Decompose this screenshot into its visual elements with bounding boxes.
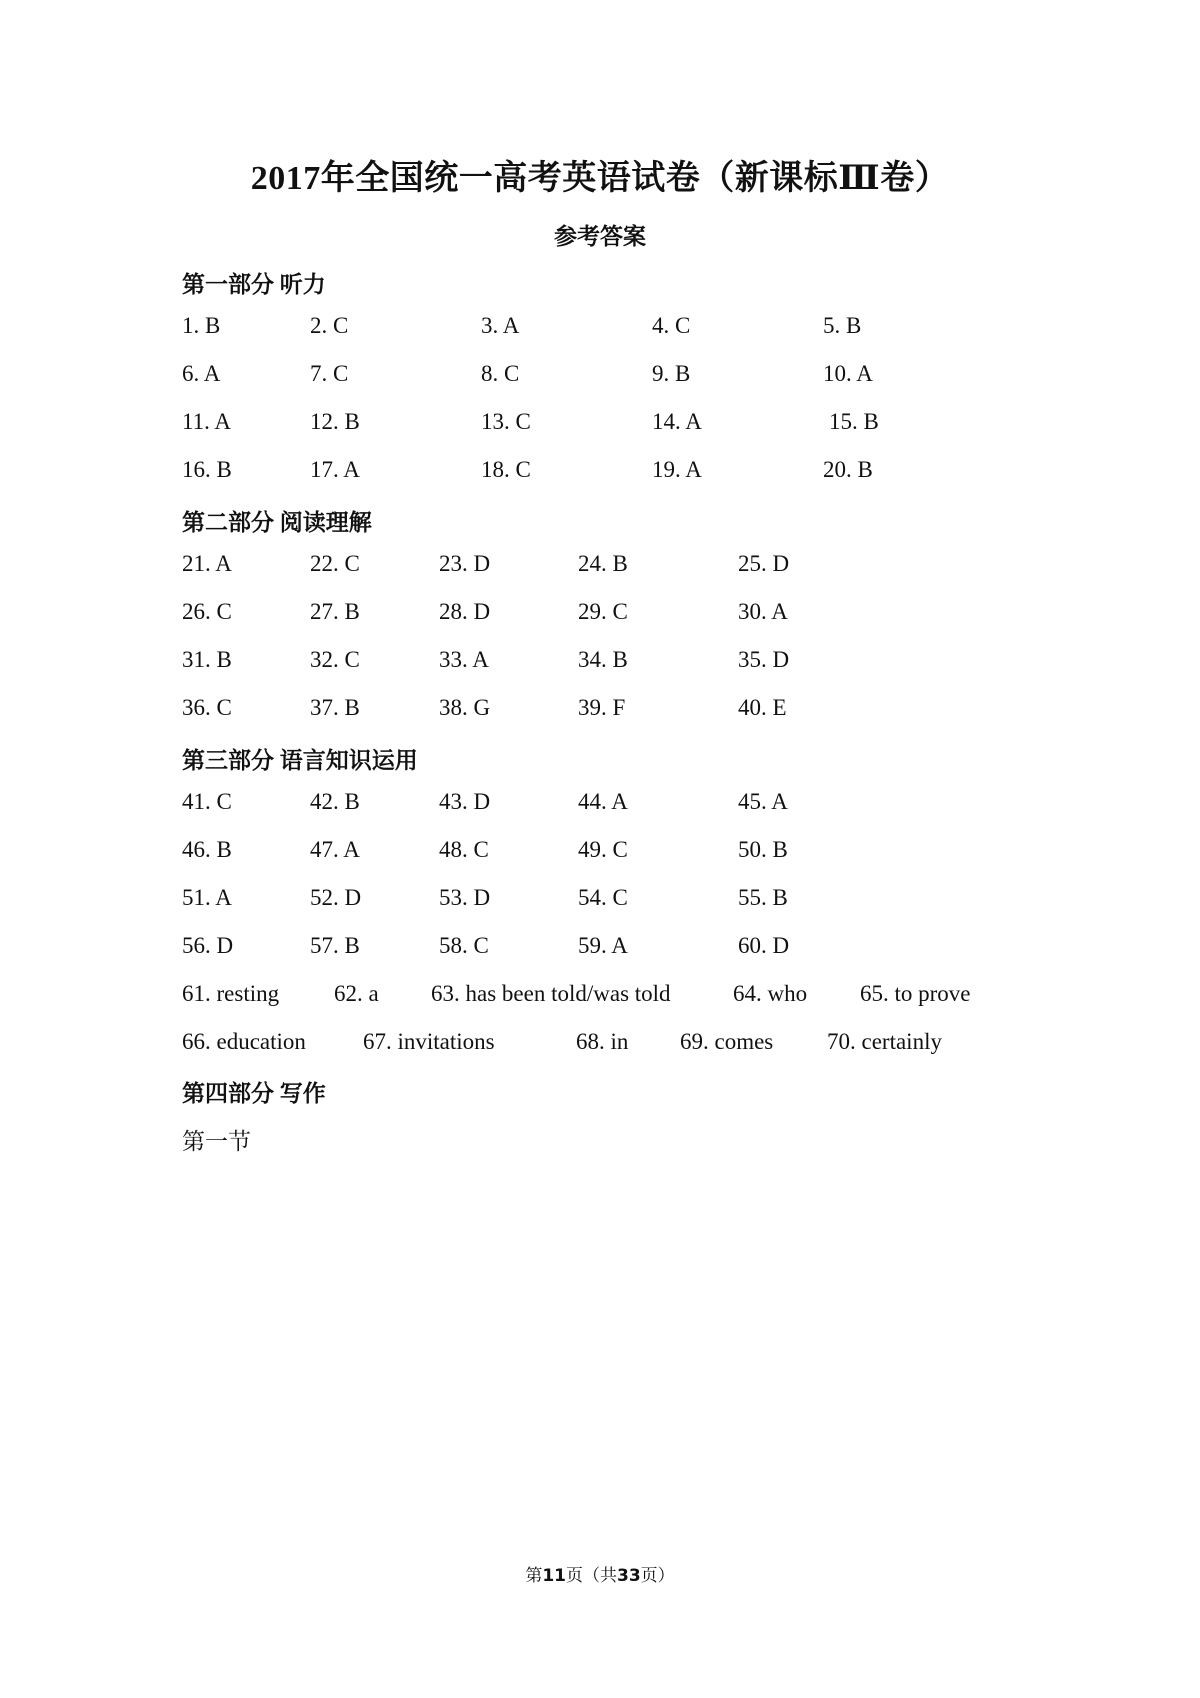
answer-item: 70. certainly (827, 1029, 942, 1054)
page-footer (0, 1561, 1200, 1586)
answer-item: 23. D (439, 551, 491, 576)
answer-item: 11. A (182, 409, 231, 434)
answer-item: 69. comes (680, 1029, 774, 1054)
answer-item: 52. D (310, 885, 362, 910)
answer-item: 18. C (481, 457, 531, 482)
footer-middle: 页（共 (566, 1566, 617, 1586)
answer-item: 33. A (439, 647, 489, 672)
answer-item: 48. C (439, 837, 489, 862)
answer-item: 10. A (823, 361, 873, 386)
answer-item: 47. A (310, 837, 360, 862)
answer-row (0, 885, 1200, 919)
answer-item: 62. a (334, 981, 379, 1006)
answer-item: 37. B (310, 695, 360, 720)
answer-item: 46. B (182, 837, 232, 862)
answer-item: 43. D (439, 789, 491, 814)
answer-item: 38. G (439, 695, 491, 720)
answer-item: 21. A (182, 551, 232, 576)
footer-page-number: 11 (542, 1566, 566, 1586)
answer-row (0, 837, 1200, 871)
answer-item: 12. B (310, 409, 360, 434)
answer-item: 55. B (738, 885, 788, 910)
answer-row (0, 599, 1200, 633)
answer-row-fill (0, 981, 1200, 1015)
answer-item: 17. A (310, 457, 360, 482)
answer-item: 6. A (182, 361, 221, 386)
answer-item: 30. A (738, 599, 788, 624)
answer-item: 63. has been told/was told (431, 981, 671, 1006)
answer-item: 59. A (578, 933, 628, 958)
subsection-label: 第一节 (182, 1129, 251, 1154)
answer-item: 60. D (738, 933, 790, 958)
answer-item: 28. D (439, 599, 491, 624)
answer-item: 54. C (578, 885, 628, 910)
answer-item: 1. B (182, 313, 221, 338)
answer-item: 8. C (481, 361, 520, 386)
answer-item: 64. who (733, 981, 808, 1006)
answer-item: 49. C (578, 837, 628, 862)
section-heading-reading: 第二部分 阅读理解 (182, 510, 372, 535)
answer-item: 50. B (738, 837, 788, 862)
answer-row (0, 789, 1200, 823)
answer-item: 5. B (823, 313, 862, 338)
answer-item: 57. B (310, 933, 360, 958)
answer-item: 15. B (829, 409, 879, 434)
answer-item: 41. C (182, 789, 232, 814)
footer-suffix: 页） (640, 1566, 675, 1586)
answer-item: 58. C (439, 933, 489, 958)
answer-row-fill (0, 1029, 1200, 1063)
answer-item: 29. C (578, 599, 628, 624)
answer-item: 44. A (578, 789, 628, 814)
answer-item: 36. C (182, 695, 232, 720)
document-subtitle: 参考答案 (554, 224, 646, 249)
answer-item: 40. E (738, 695, 787, 720)
answer-item: 14. A (652, 409, 702, 434)
answer-row (0, 313, 1200, 347)
answer-row (0, 457, 1200, 491)
answer-item: 53. D (439, 885, 491, 910)
answer-item: 65. to prove (860, 981, 971, 1006)
answer-item: 26. C (182, 599, 232, 624)
answer-item: 35. D (738, 647, 790, 672)
answer-item: 19. A (652, 457, 702, 482)
footer-prefix: 第 (525, 1566, 543, 1586)
answer-item: 39. F (578, 695, 626, 720)
answer-item: 42. B (310, 789, 360, 814)
answer-item: 68. in (576, 1029, 629, 1054)
answer-item: 27. B (310, 599, 360, 624)
answer-item: 51. A (182, 885, 232, 910)
answer-item: 66. education (182, 1029, 306, 1054)
answer-row (0, 409, 1200, 443)
answer-row (0, 933, 1200, 967)
answer-item: 24. B (578, 551, 628, 576)
answer-item: 34. B (578, 647, 628, 672)
section-heading-writing: 第四部分 写作 (182, 1081, 326, 1106)
answer-item: 13. C (481, 409, 531, 434)
document-title: 2017年全国统一高考英语试卷（新课标Ⅲ卷） (250, 160, 950, 197)
answer-item: 61. resting (182, 981, 280, 1006)
answer-item: 25. D (738, 551, 790, 576)
answer-item: 22. C (310, 551, 360, 576)
section-heading-listening: 第一部分 听力 (182, 272, 326, 297)
answer-item: 9. B (652, 361, 691, 386)
answer-row (0, 361, 1200, 395)
answer-item: 67. invitations (363, 1029, 495, 1054)
answer-row (0, 551, 1200, 585)
answer-item: 4. C (652, 313, 691, 338)
answer-item: 7. C (310, 361, 349, 386)
answer-item: 16. B (182, 457, 232, 482)
answer-item: 56. D (182, 933, 234, 958)
answer-row (0, 695, 1200, 729)
footer-total-pages: 33 (617, 1566, 641, 1586)
section-heading-language: 第三部分 语言知识运用 (182, 748, 418, 773)
answer-item: 32. C (310, 647, 360, 672)
answer-item: 31. B (182, 647, 232, 672)
answer-item: 20. B (823, 457, 873, 482)
answer-item: 2. C (310, 313, 349, 338)
answer-item: 45. A (738, 789, 788, 814)
answer-item: 3. A (481, 313, 520, 338)
answer-row (0, 647, 1200, 681)
